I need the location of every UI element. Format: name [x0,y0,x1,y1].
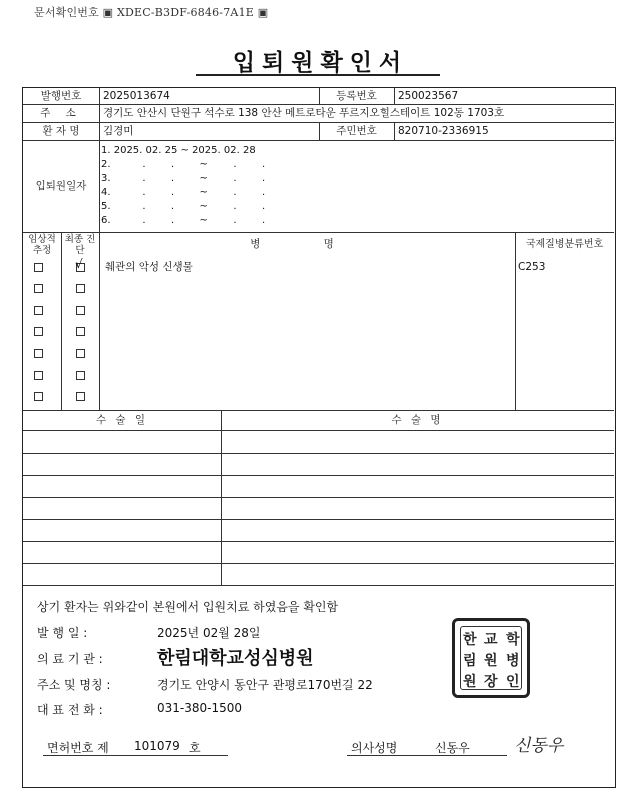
issue-date-value: 2025년 02월 28일 [157,626,261,640]
admission-row-3: 3. . . ~ . . [101,173,266,184]
col-divider [99,232,100,410]
col-divider [515,232,516,410]
row-divider [23,475,614,476]
issue-number-label: 발행번호 [40,90,82,102]
clinical-checkbox [34,327,43,336]
row-divider [23,453,614,454]
license-label: 면허번호 제 [47,741,109,755]
address-label: 주 소 [40,107,82,119]
col-divider [394,122,395,140]
admission-row-2: 2. . . ~ . . [101,159,266,170]
clinical-checkbox [34,306,43,315]
col-divider [61,232,62,410]
issue-number-value: 2025013674 [103,90,170,102]
final-checkbox [76,306,85,315]
resident-number-label: 주민번호 [336,125,377,137]
final-checkbox [76,284,85,293]
row-divider [23,140,614,141]
final-checkbox [76,371,85,380]
hospital-address-label: 주소 및 명칭 : [37,678,111,692]
disease-code: C253 [518,261,546,273]
col-divider [221,410,222,585]
clinical-checkbox [34,392,43,401]
clinical-checkbox [34,263,43,272]
doctor-name-label: 의사성명 [351,741,398,755]
admission-dates-label: 입퇴원일자 [35,180,87,192]
admission-row-4: 4. . . ~ . . [101,187,266,198]
license-suffix: 호 [189,741,201,755]
final-checkbox [76,349,85,358]
row-divider [23,410,614,411]
final-checkbox [76,327,85,336]
row-divider [23,232,614,233]
final-checkbox [76,392,85,401]
registration-number-value: 250023567 [398,90,459,102]
clinical-checkbox [34,371,43,380]
disease-name: 췌관의 악성 신생물 [105,261,193,273]
patient-name-label: 환 자 명 [42,125,80,137]
check-mark-icon: √ [75,257,83,271]
phone-label: 대 표 전 화 : [37,703,103,717]
phone-value: 031-380-1500 [157,701,243,715]
admission-row-1: 1. 2025. 02. 25 ~ 2025. 02. 28 [101,145,256,156]
col-divider [99,88,100,232]
clinical-checkbox [34,349,43,358]
doctor-name: 신동우 [435,741,470,755]
doctor-underline [347,755,507,756]
title-underline [196,74,440,76]
license-number: 101079 [134,739,180,753]
row-divider [23,541,614,542]
row-divider [23,104,614,105]
row-divider [23,430,614,431]
hospital-label: 의 료 기 관 : [37,652,103,666]
row-divider [23,585,614,586]
doctor-signature: 신동우 [514,736,564,756]
registration-number-label: 등록번호 [336,90,377,102]
admission-row-6: 6. . . ~ . . [101,215,266,226]
clinical-checkbox [34,284,43,293]
admission-row-5: 5. . . ~ . . [101,201,266,212]
resident-number-value: 820710-2336915 [398,125,489,137]
issue-date-label: 발 행 일 : [37,626,88,640]
hospital-address-value: 경기도 안양시 동안구 관평로170번길 22 [157,678,373,692]
disease-name-header: 병 명 [250,238,364,250]
disease-code-header: 국제질병분류번호 [525,239,604,250]
license-underline [43,755,228,756]
row-divider [23,497,614,498]
address-value: 경기도 안산시 단원구 석수로 138 안산 메트로타운 푸르지오힐스테이트 102동 1703호 [103,107,505,119]
hospital-seal: 한 교 학 림 원 병 원 장 인 [452,618,530,698]
row-divider [23,519,614,520]
document-confirmation-number: 문서확인번호 ▣ XDEC-B3DF-6846-7A1E ▣ [34,6,269,19]
hospital-name: 한림대학교성심병원 [157,648,314,669]
patient-name-value: 김경미 [103,125,134,137]
confirmation-statement: 상기 환자는 위와같이 본원에서 입원치료 하였음을 확인함 [37,600,339,614]
clinical-estimate-header: 임상적 추정 [28,234,56,256]
page-title: 입퇴원확인서 [232,50,409,76]
final-diagnosis-header: 최종 진단 [64,234,96,256]
row-divider [23,563,614,564]
col-divider [394,88,395,104]
surgery-name-header: 수 술 명 [391,414,444,426]
surgery-date-header: 수 술 일 [95,414,149,426]
